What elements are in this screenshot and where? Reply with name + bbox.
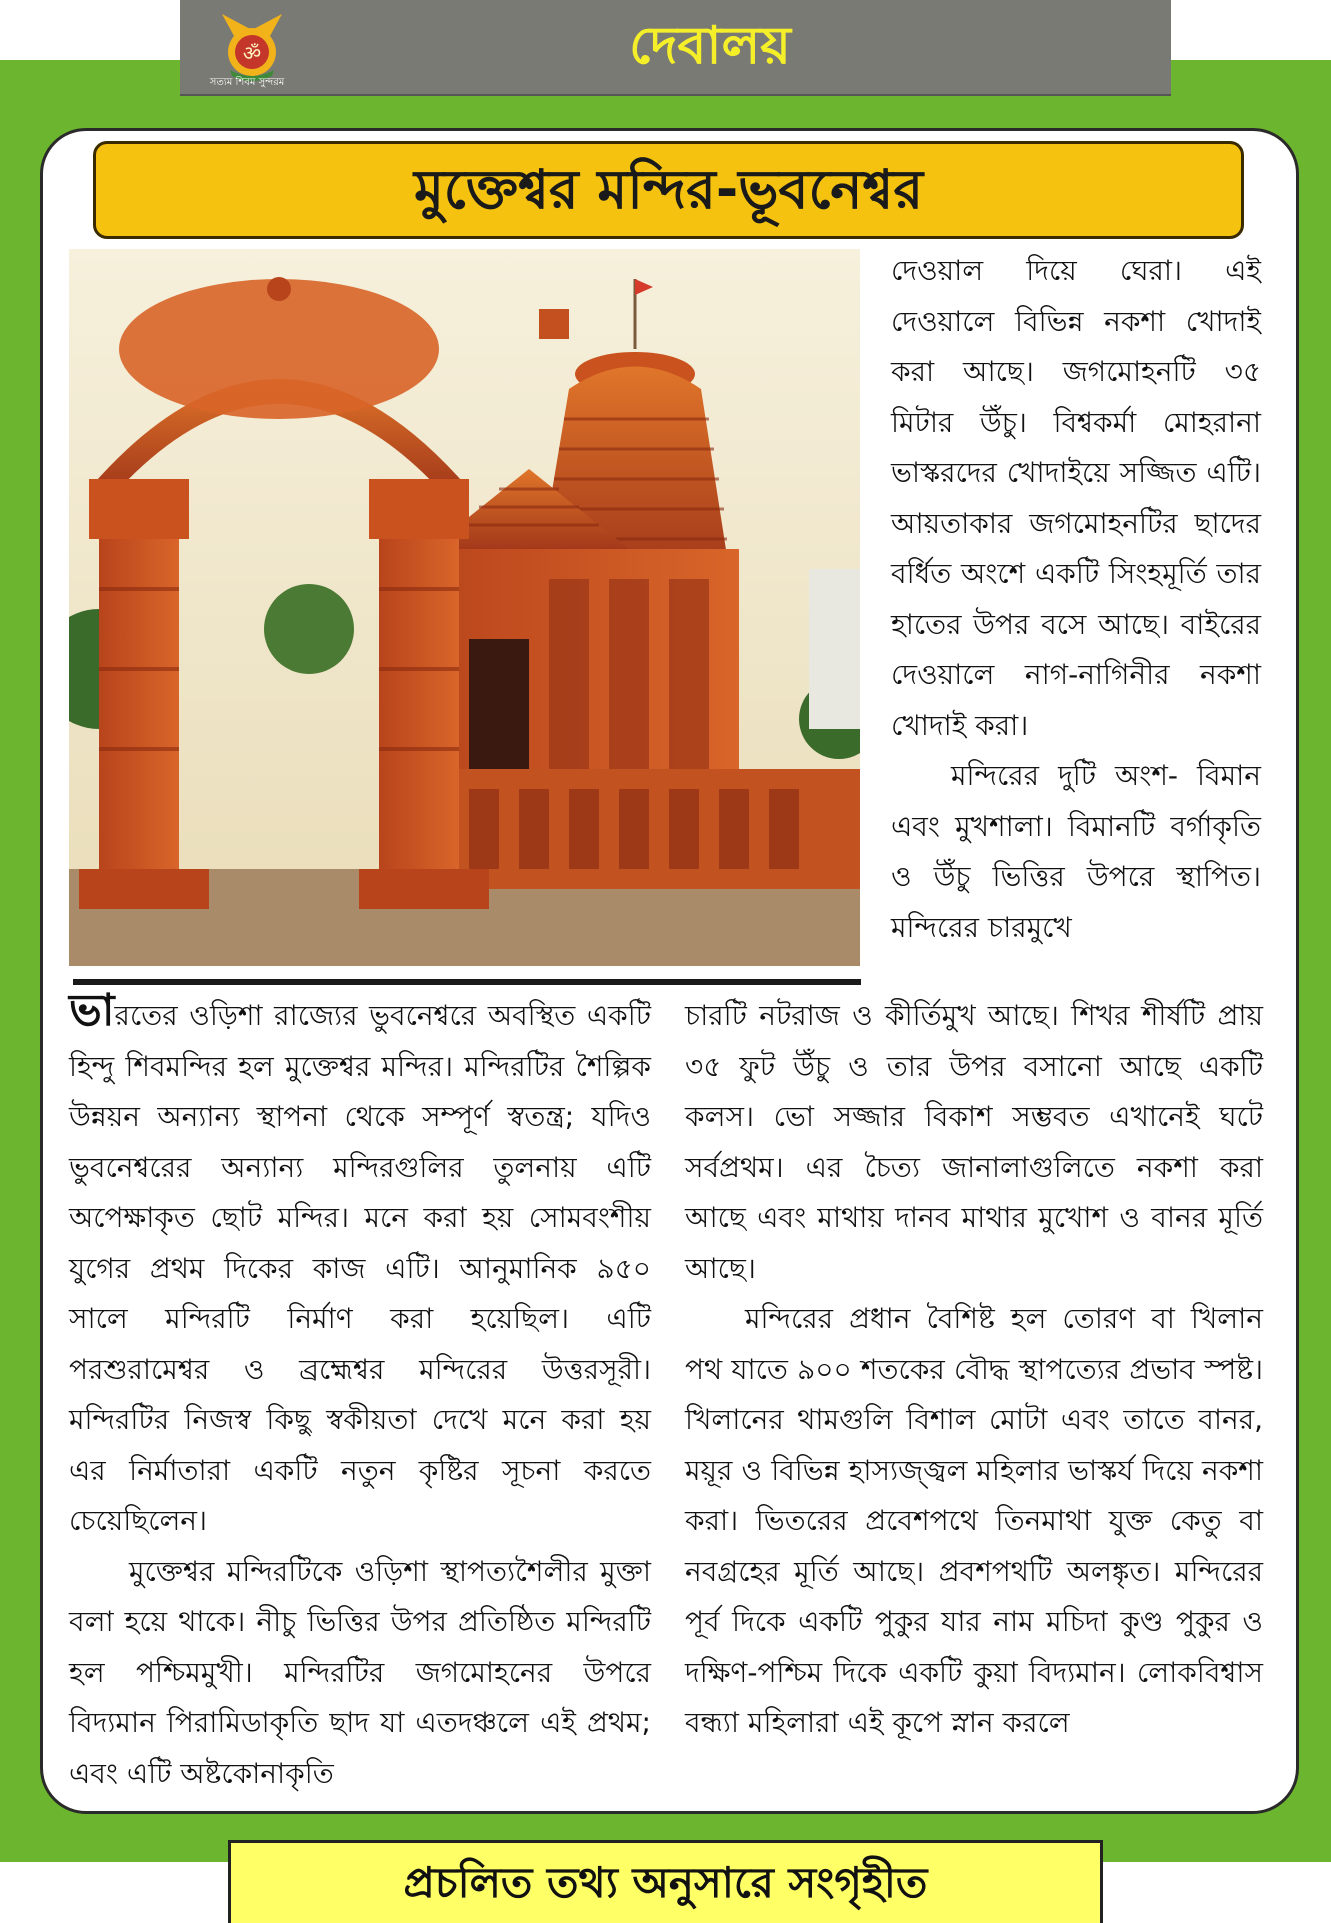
paragraph: চারটি নটরাজ ও কীর্তিমুখ আছে। শিখর শীর্ষটি প্রায় ৩৫ ফুট উঁচু ও তার উপর বসানো আছে একটি কলস। ভো সজ্জার বিকাশ সম্ভবত এখানেই ঘটে সর্বপ্রথম। এর চৈত্য জানালাগুলিতে নকশা করা আছে এবং মাথায় দানব মাথার মুখোশ ও বানর মূর্তি আছে। — [685, 999, 1263, 1285]
drop-cap: ভা — [69, 985, 115, 1036]
svg-text:ॐ: ॐ — [242, 41, 262, 65]
article-column-right — [685, 991, 1263, 1749]
article-title: মুক্তেশ্বর মন্দির-ভূবনেশ্বর — [93, 141, 1244, 239]
paragraph: মুক্তেশ্বর মন্দিরটিকে ওড়িশা স্থাপত্যশৈলীর মুক্তা বলা হয়ে থাকে। নীচু ভিত্তির উপর প্রতিষ্ঠিত মন্দিরটি হল পশ্চিমমুখী। মন্দিরটির জগমোহনের উপরে বিদ্যমান পিরামিডাকৃতি ছাদ যা এতদঞ্চলে এই প্রথম; এবং এটি অষ্টকোনাকৃতি — [69, 1554, 651, 1790]
paragraph-text: রতের ওড়িশা রাজ্যের ভুবনেশ্বরে অবস্থিত একটি হিন্দু শিবমন্দির হল মুক্তেশ্বর মন্দির। মন্দিরটির শৈল্পিক উন্নয়ন অন্যান্য স্থাপনা থেকে সম্পূর্ণ স্বতন্ত্র; যদিও ভুবনেশ্বরের অন্যান্য মন্দিরগুলির তুলনায় এটি অপেক্ষাকৃত ছোট মন্দির। মনে করা হয় সোমবংশীয় যুগের প্রথম দিকের কাজ এটি। আনুমানিক ৯৫০ সালে মন্দিরটি নির্মাণ করা হয়েছিল। এটি পরশুরামেশ্বর ও ব্রহ্মেশ্বর মন্দিরের উত্তরসূরী। মন্দিরটির নিজস্ব কিছু স্বকীয়তা দেখে মনে করা হয় এর নির্মাতারা একটি নতুন কৃষ্টির সূচনা করতে চেয়েছিলেন। — [69, 999, 651, 1537]
paragraph: মন্দিরের প্রধান বৈশিষ্ট হল তোরণ বা খিলান পথ যাতে ৯০০ শতকের বৌদ্ধ স্থাপত্যের প্রভাব স্পষ্ট। খিলানের থামগুলি বিশাল মোটা এবং তাতে বানর, ময়ূর ও বিভিন্ন হাস্যজ্জ্বল মহিলার ভাস্কর্য দিয়ে নকশা করা। ভিতরের প্রবেশপথে তিনমাথা যুক্ত কেতু বা নবগ্রহের মূর্তি আছে। প্রবশপথটি অলঙ্কৃত। মন্দিরের পূর্ব দিকে একটি পুকুর যার নাম মচিদা কুণ্ড পুকুর ও দক্ষিণ-পশ্চিম দিকে একটি কুয়া বিদ্যমান। লোকবিশ্বাস বন্ধ্যা মহিলারা এই কূপে স্নান করলে — [685, 1302, 1263, 1739]
magazine-title: দেবালয় — [629, 16, 791, 76]
footer-credit: প্রচলিত তথ্য অনুসারে সংগৃহীত — [228, 1840, 1103, 1923]
article-column-upper-right — [891, 246, 1261, 953]
magazine-header — [180, 0, 1171, 96]
temple-photo — [69, 249, 860, 966]
photo-divider — [73, 979, 861, 985]
article-column-left — [69, 985, 651, 1799]
logo-tagline: সত্যম শিবম সুন্দরম — [209, 77, 285, 88]
paragraph-intro — [69, 985, 651, 1547]
paragraph: মন্দিরের দুটি অংশ- বিমান এবং মুখশালা। বিমানটি বর্গাকৃতি ও উঁচু ভিত্তির উপরে স্থাপিত। মন্দিরের চারমুখে — [891, 759, 1261, 944]
article-card — [40, 128, 1299, 1814]
paragraph: দেওয়াল দিয়ে ঘেরা। এই দেওয়ালে বিভিন্ন নকশা খোদাই করা আছে। জগমোহনটি ৩৫ মিটার উঁচু। বিশ্বকর্মা মোহরানা ভাস্করদের খোদাইয়ে সজ্জিত এটি। আয়তাকার জগমোহনটির ছাদের বর্ধিত অংশে একটি সিংহমূর্তি তার হাতের উপর বসে আছে। বাইরের দেওয়ালে নাগ-নাগিনীর নকশা খোদাই করা। — [891, 254, 1261, 742]
